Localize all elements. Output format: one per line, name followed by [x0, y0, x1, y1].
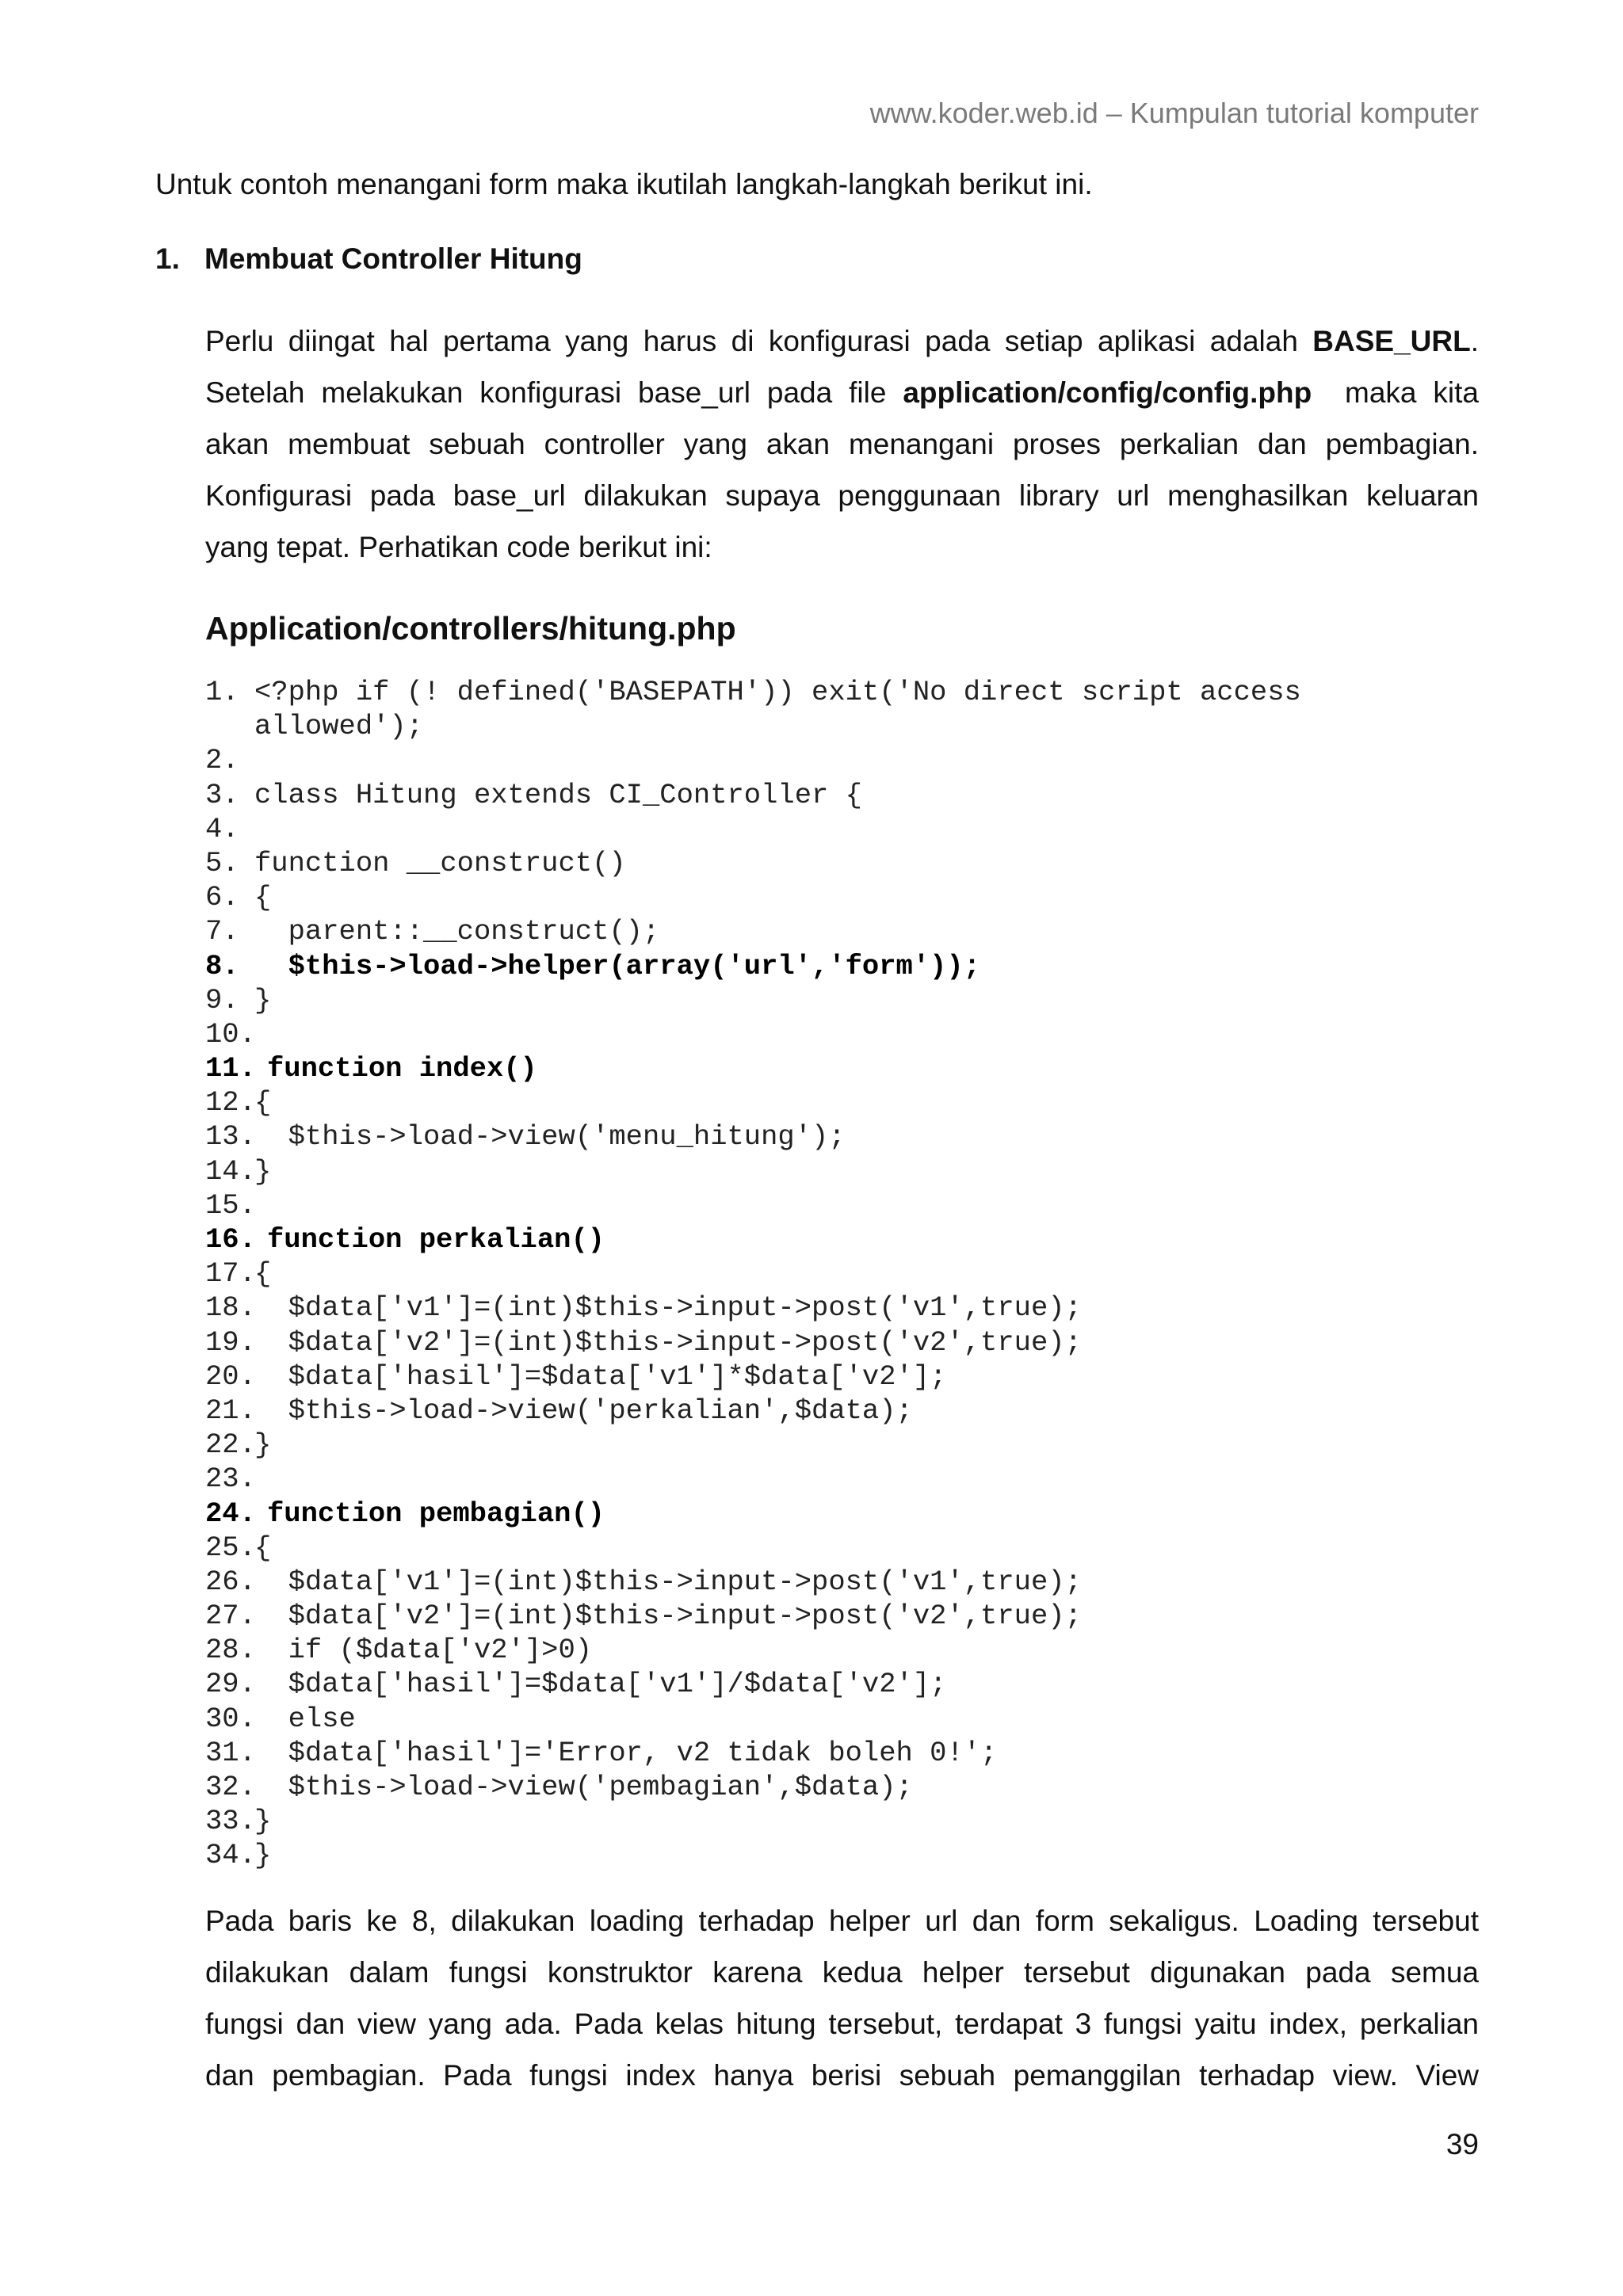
code-line-number: 13. — [205, 1120, 256, 1154]
paragraph-line: dilakukan dalam fungsi konstruktor karena kedua helper tersebut digunakan pada semua — [205, 1956, 1479, 1989]
code-line-text: function perkalian() — [267, 1223, 605, 1256]
code-line — [205, 743, 1301, 777]
paragraph-line: Konfigurasi pada base_url dilakukan supaya penggunaan library url menghasilkan keluaran — [205, 479, 1479, 512]
code-line-number: 34. — [205, 1839, 256, 1872]
code-line-number: 16. — [205, 1223, 256, 1256]
code-line-number: 15. — [205, 1188, 256, 1222]
code-line — [205, 778, 1301, 812]
code-line-number: 31. — [205, 1736, 256, 1769]
code-line-number: 4. — [205, 812, 239, 845]
code-line-number: 12. — [205, 1086, 256, 1119]
code-line-text: $data['v1']=(int)$this->input->post('v1',true); — [254, 1291, 1082, 1325]
code-line-text: $this->load->view('menu_hitung'); — [254, 1120, 846, 1154]
code-line-text: } — [254, 983, 272, 1016]
code-line — [205, 914, 1301, 948]
code-line-text: $data['v2']=(int)$this->input->post('v2',true); — [254, 1600, 1082, 1633]
code-line-text: $this->load->view('pembagian',$data); — [254, 1771, 913, 1803]
code-line-number: 23. — [205, 1463, 256, 1496]
code-line-number: 28. — [205, 1634, 256, 1667]
code-line-number: 18. — [205, 1291, 256, 1325]
code-line-text: $data['v2']=(int)$this->input->post('v2',true); — [254, 1325, 1082, 1359]
code-line-text: parent::__construct(); — [254, 915, 660, 948]
code-line-text: $data['hasil']=$data['v1']/$data['v2']; — [254, 1668, 947, 1701]
paragraph-line: fungsi dan view yang ada. Pada kelas hitung tersebut, terdapat 3 fungsi yaitu index, perkalian — [205, 2008, 1479, 2040]
code-line — [205, 1154, 1301, 1188]
code-line-text: $data['hasil']='Error, v2 tidak boleh 0!'; — [254, 1736, 998, 1769]
text-run: . — [1470, 325, 1479, 357]
code-line — [205, 1257, 1301, 1291]
code-line-text: } — [254, 1839, 272, 1872]
code-line-text: $this->load->view('perkalian',$data); — [254, 1394, 913, 1427]
code-line-text: function index() — [267, 1052, 537, 1085]
code-line-text: else — [254, 1702, 356, 1735]
code-line-number: 5. — [205, 846, 239, 879]
code-line — [205, 983, 1301, 1017]
code-line-number: 25. — [205, 1531, 256, 1564]
code-line — [205, 1428, 1301, 1462]
code-line — [205, 709, 1301, 743]
code-line — [205, 1325, 1301, 1360]
code-line — [205, 1633, 1301, 1667]
code-line-text: { — [254, 881, 272, 914]
bold-term-config-path: application/config/config.php — [903, 376, 1312, 409]
text-run: Perlu diingat hal pertama yang harus di konfigurasi pada setiap aplikasi adalah — [205, 325, 1313, 357]
code-line — [205, 1188, 1301, 1222]
code-line-number: 1. — [205, 676, 239, 708]
code-line-number: 21. — [205, 1394, 256, 1427]
code-line-number — [205, 709, 254, 743]
code-line — [205, 1051, 1301, 1085]
code-line-number: 8. — [205, 949, 239, 982]
section-title: Membuat Controller Hitung — [204, 242, 582, 275]
code-line-number: 17. — [205, 1257, 256, 1291]
code-line — [205, 880, 1301, 914]
code-line-text: function pembagian() — [267, 1497, 605, 1530]
code-line-text: if ($data['v2']>0) — [254, 1634, 593, 1667]
code-line-number: 10. — [205, 1017, 256, 1051]
code-line-text: <?php if (! defined('BASEPATH')) exit('No direct script access — [254, 676, 1301, 708]
code-line-text: $this->load->helper(array('url','form')); — [254, 949, 981, 982]
code-line — [205, 949, 1301, 983]
code-line — [205, 846, 1301, 880]
paragraph-base-url — [205, 315, 1479, 573]
code-line — [205, 1667, 1301, 1701]
code-line-number: 2. — [205, 744, 239, 777]
code-line — [205, 1497, 1301, 1531]
code-line-number: 33. — [205, 1805, 256, 1838]
paragraph-line: dan pembagian. Pada fungsi index hanya berisi sebuah pemanggilan terhadap view. View — [205, 2059, 1479, 2092]
code-line-number: 9. — [205, 983, 239, 1016]
code-line-number: 11. — [205, 1052, 256, 1085]
code-line-text: allowed'); — [254, 710, 424, 743]
code-line-text: { — [254, 1086, 272, 1119]
paragraph-line — [205, 315, 1479, 367]
code-line-number: 32. — [205, 1771, 256, 1803]
code-line-number: 29. — [205, 1668, 256, 1701]
file-title: Application/controllers/hitung.php — [205, 610, 736, 646]
code-line — [205, 1119, 1301, 1154]
code-block — [205, 675, 1301, 1873]
code-line — [205, 1599, 1301, 1633]
code-line — [205, 1804, 1301, 1838]
paragraph-line — [205, 367, 1479, 418]
code-line — [205, 1838, 1301, 1872]
code-line — [205, 1736, 1301, 1770]
code-line-text: } — [254, 1805, 272, 1838]
code-line-text: { — [254, 1257, 272, 1291]
code-line-text: } — [254, 1428, 272, 1462]
page-header: www.koder.web.id – Kumpulan tutorial komputer — [869, 97, 1479, 129]
code-line-text: function __construct() — [254, 846, 626, 879]
paragraph-line: Pada baris ke 8, dilakukan loading terhadap helper url dan form sekaligus. Loading tersebut — [205, 1905, 1479, 1937]
code-line — [205, 1085, 1301, 1119]
code-line-number: 27. — [205, 1600, 256, 1633]
code-line-text: } — [254, 1154, 272, 1188]
code-line — [205, 812, 1301, 846]
code-line — [205, 675, 1301, 709]
code-line-number: 22. — [205, 1428, 256, 1462]
code-line — [205, 1017, 1301, 1051]
text-run: Setelah melakukan konfigurasi base_url pada file — [205, 376, 903, 409]
code-line-number: 24. — [205, 1497, 256, 1530]
code-line-number: 7. — [205, 915, 239, 948]
text-run: maka kita — [1312, 376, 1479, 409]
code-line-number: 19. — [205, 1325, 256, 1359]
section-number: 1. — [155, 242, 180, 275]
paragraph-line: yang tepat. Perhatikan code berikut ini: — [205, 531, 712, 563]
code-line — [205, 1462, 1301, 1496]
code-line — [205, 1291, 1301, 1325]
code-line-number: 3. — [205, 778, 239, 811]
code-line-number: 20. — [205, 1360, 256, 1393]
code-line-text: $data['v1']=(int)$this->input->post('v1',true); — [254, 1565, 1082, 1598]
code-line — [205, 1702, 1301, 1736]
code-line-number: 30. — [205, 1702, 256, 1735]
code-line-text: $data['hasil']=$data['v1']*$data['v2']; — [254, 1360, 947, 1393]
code-line — [205, 1531, 1301, 1565]
section-heading — [155, 242, 582, 276]
code-line-number: 26. — [205, 1565, 256, 1598]
code-line-text: class Hitung extends CI_Controller { — [254, 778, 862, 811]
code-line-number: 6. — [205, 881, 239, 914]
code-line — [205, 1360, 1301, 1394]
bold-term-base-url: BASE_URL — [1312, 325, 1471, 357]
paragraph-explanation — [205, 1895, 1479, 2101]
page-number: 39 — [1445, 2128, 1479, 2161]
code-line — [205, 1394, 1301, 1428]
intro-text: Untuk contoh menangani form maka ikutilah langkah-langkah berikut ini. — [155, 168, 1093, 200]
paragraph-line: akan membuat sebuah controller yang akan menangani proses perkalian dan pembagian. — [205, 428, 1479, 460]
code-line — [205, 1770, 1301, 1804]
code-line — [205, 1222, 1301, 1257]
code-line-text: { — [254, 1531, 272, 1564]
code-line-number: 14. — [205, 1154, 256, 1188]
code-line — [205, 1565, 1301, 1599]
